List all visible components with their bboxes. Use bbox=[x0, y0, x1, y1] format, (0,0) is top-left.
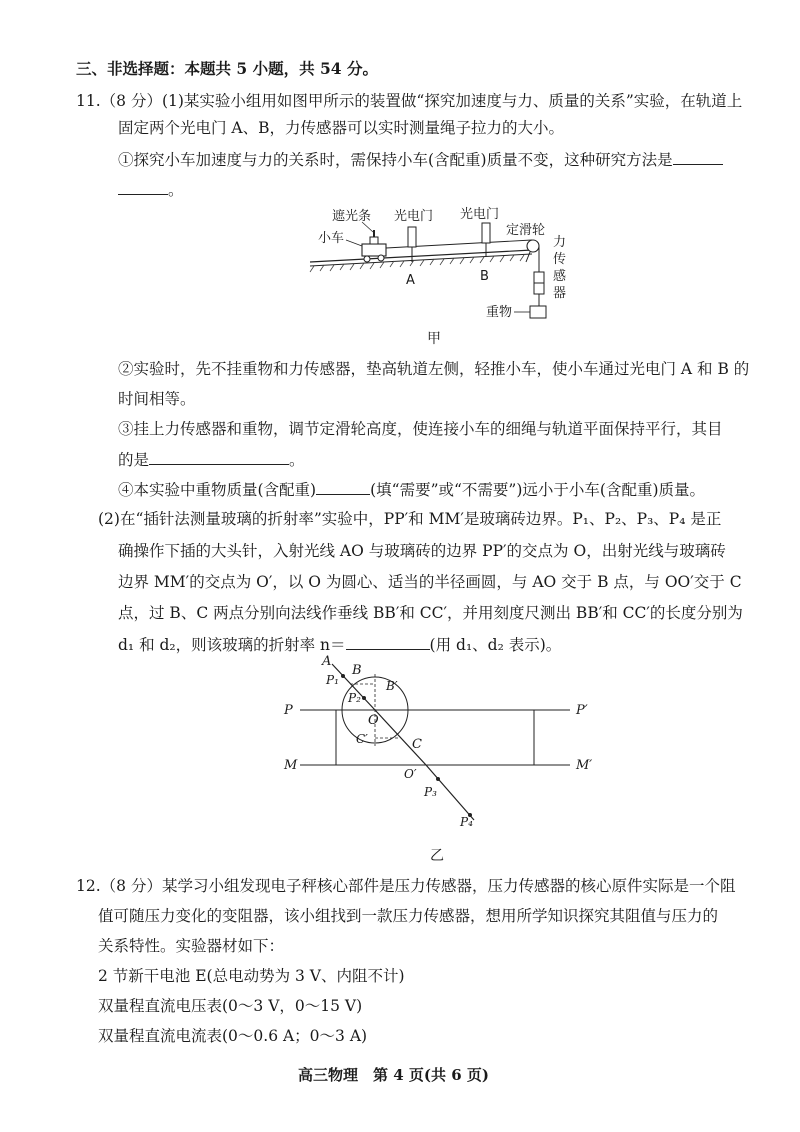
label-gate-b: B bbox=[480, 269, 489, 284]
label-Pprime: P′ bbox=[576, 703, 588, 718]
label-gate-a: A bbox=[406, 273, 415, 288]
q11-s2-line1: ②实验时，先不挂重物和力传感器，垫高轨道左侧，轻推小车，使小车通过光电门 A 和 B 的 bbox=[118, 360, 750, 378]
q12-line1: 12.（8 分）某学习小组发现电子秤核心部件是压力传感器，压力传感器的核心原件实际是一个阻 bbox=[76, 877, 736, 895]
label-pulley: 定滑轮 bbox=[506, 223, 546, 238]
label-Mprime: M′ bbox=[576, 758, 593, 773]
label-car: 小车 bbox=[318, 231, 345, 246]
q11-p2-line3: 边界 MM′的交点为 O′，以 O 为圆心、适当的半径画圆，与 AO 交于 B 点，与 OO′交于 C bbox=[118, 573, 742, 591]
answer-blank-1b[interactable] bbox=[118, 178, 168, 195]
q11-s4-prefix: ④本实验中重物质量(含配重) bbox=[118, 481, 317, 499]
caption-yi: 乙 bbox=[430, 848, 444, 864]
q11-s3-line1: ③挂上力传感器和重物，调节定滑轮高度，使连接小车的细绳与轨道平面保持平行，其目 bbox=[118, 420, 723, 438]
photogate-b bbox=[482, 223, 490, 243]
answer-blank-n[interactable] bbox=[346, 633, 430, 650]
label-P3: P₃ bbox=[424, 785, 437, 799]
pin-p3 bbox=[436, 777, 440, 781]
q11-s2-line2: 时间相等。 bbox=[118, 390, 196, 408]
figure-yi-refraction bbox=[270, 650, 620, 840]
q11-p2-line1: (2)在“插针法测量玻璃的折射率”实验中，PP′和 MM′是玻璃砖边界。P₁、P₂、P₃、P₄ 是正 bbox=[98, 510, 722, 528]
shading-strip bbox=[373, 230, 375, 237]
car-wheel-right bbox=[378, 255, 384, 261]
pin-p1 bbox=[341, 674, 345, 678]
q11-s4 bbox=[118, 478, 705, 501]
car-leader bbox=[346, 240, 362, 246]
q12-item2: 双量程直流电压表(0～3 V，0～15 V) bbox=[98, 997, 363, 1015]
section-header: 三、非选择题：本题共 5 小题，共 54 分。 bbox=[76, 59, 378, 78]
q11-s1-cont bbox=[118, 178, 184, 201]
q12-item1: 2 节新干电池 E(总电动势为 3 V、内阻不计) bbox=[98, 967, 405, 985]
q11-s1-label: ①探究小车加速度与力的关系时，需保持小车(含配重)质量不变，这种研究方法是 bbox=[118, 151, 673, 169]
q12-line3: 关系特性。实验器材如下： bbox=[98, 937, 285, 955]
label-C: C bbox=[412, 737, 422, 752]
pulley bbox=[527, 240, 539, 252]
label-A: A bbox=[322, 654, 332, 669]
q11-p2-line2: 确操作下插的大头针，入射光线 AO 与玻璃砖的边界 PP′的交点为 O，出射光线与玻璃砖 bbox=[118, 542, 726, 560]
q11-s3-prefix: 的是 bbox=[118, 451, 150, 469]
car-body bbox=[362, 244, 386, 256]
label-P: P bbox=[284, 703, 293, 718]
label-gate2: 光电门 bbox=[460, 207, 500, 222]
caption-jia: 甲 bbox=[427, 331, 441, 347]
q11-s3-end: 。 bbox=[289, 451, 305, 469]
q11-s4-suffix: (填“需要”或“不需要”)远小于小车(含配重)质量。 bbox=[370, 481, 705, 499]
answer-blank-3[interactable] bbox=[149, 448, 289, 465]
q11-s1-end: 。 bbox=[168, 181, 184, 199]
label-Bprime: B′ bbox=[386, 679, 398, 693]
label-gate1: 光电门 bbox=[394, 209, 434, 224]
q11-s1-text bbox=[118, 148, 723, 171]
track-hatching bbox=[310, 255, 524, 272]
page-footer: 高三物理 第 4 页(共 6 页) bbox=[298, 1066, 489, 1084]
q11-p2-line4: 点，过 B、C 两点分别向法线作垂线 BB′和 CC′，并用刻度尺测出 BB′和 CC′的长度分别为 bbox=[118, 604, 743, 622]
label-zheguangtiao: 遮光条 bbox=[332, 209, 372, 224]
photogate-a bbox=[408, 227, 416, 247]
pin-p2 bbox=[362, 696, 366, 700]
label-Cprime: C′ bbox=[356, 732, 368, 746]
q11-s3-line2 bbox=[118, 448, 305, 471]
label-B: B bbox=[352, 663, 362, 678]
label-P1: P₁ bbox=[326, 673, 339, 687]
label-Oprime: O′ bbox=[404, 767, 417, 781]
q12-line2: 值可随压力变化的变阻器，该小组找到一款压力传感器，想用所学知识探究其阻值与压力的 bbox=[98, 907, 719, 925]
answer-blank-4[interactable] bbox=[316, 478, 370, 495]
q11-line1: 11.（8 分）(1)某实验小组用如图甲所示的装置做“探究加速度与力、质量的关系”实验，在轨道上 bbox=[76, 92, 743, 110]
label-P4: P₄ bbox=[460, 815, 473, 829]
car-wheel-left bbox=[364, 256, 370, 262]
label-P2: P₂ bbox=[348, 691, 361, 705]
car-weight bbox=[370, 237, 378, 244]
weight-block bbox=[530, 306, 546, 318]
pulley-bracket bbox=[526, 252, 530, 262]
q11-p2-line5-prefix: d₁ 和 d₂，则该玻璃的折射率 n＝ bbox=[118, 636, 346, 654]
label-O: O bbox=[368, 713, 379, 728]
q11-line2: 固定两个光电门 A、B，力传感器可以实时测量绳子拉力的大小。 bbox=[118, 119, 565, 137]
q11-p2-line5-suffix: (用 d₁、d₂ 表示)。 bbox=[429, 636, 562, 654]
q12-item3: 双量程直流电流表(0～0.6 A；0～3 A) bbox=[98, 1027, 368, 1045]
label-force-sensor: 力传感器 bbox=[553, 235, 567, 301]
label-M: M bbox=[284, 758, 298, 773]
label-weight: 重物 bbox=[486, 305, 513, 320]
answer-blank-1a[interactable] bbox=[673, 148, 723, 165]
